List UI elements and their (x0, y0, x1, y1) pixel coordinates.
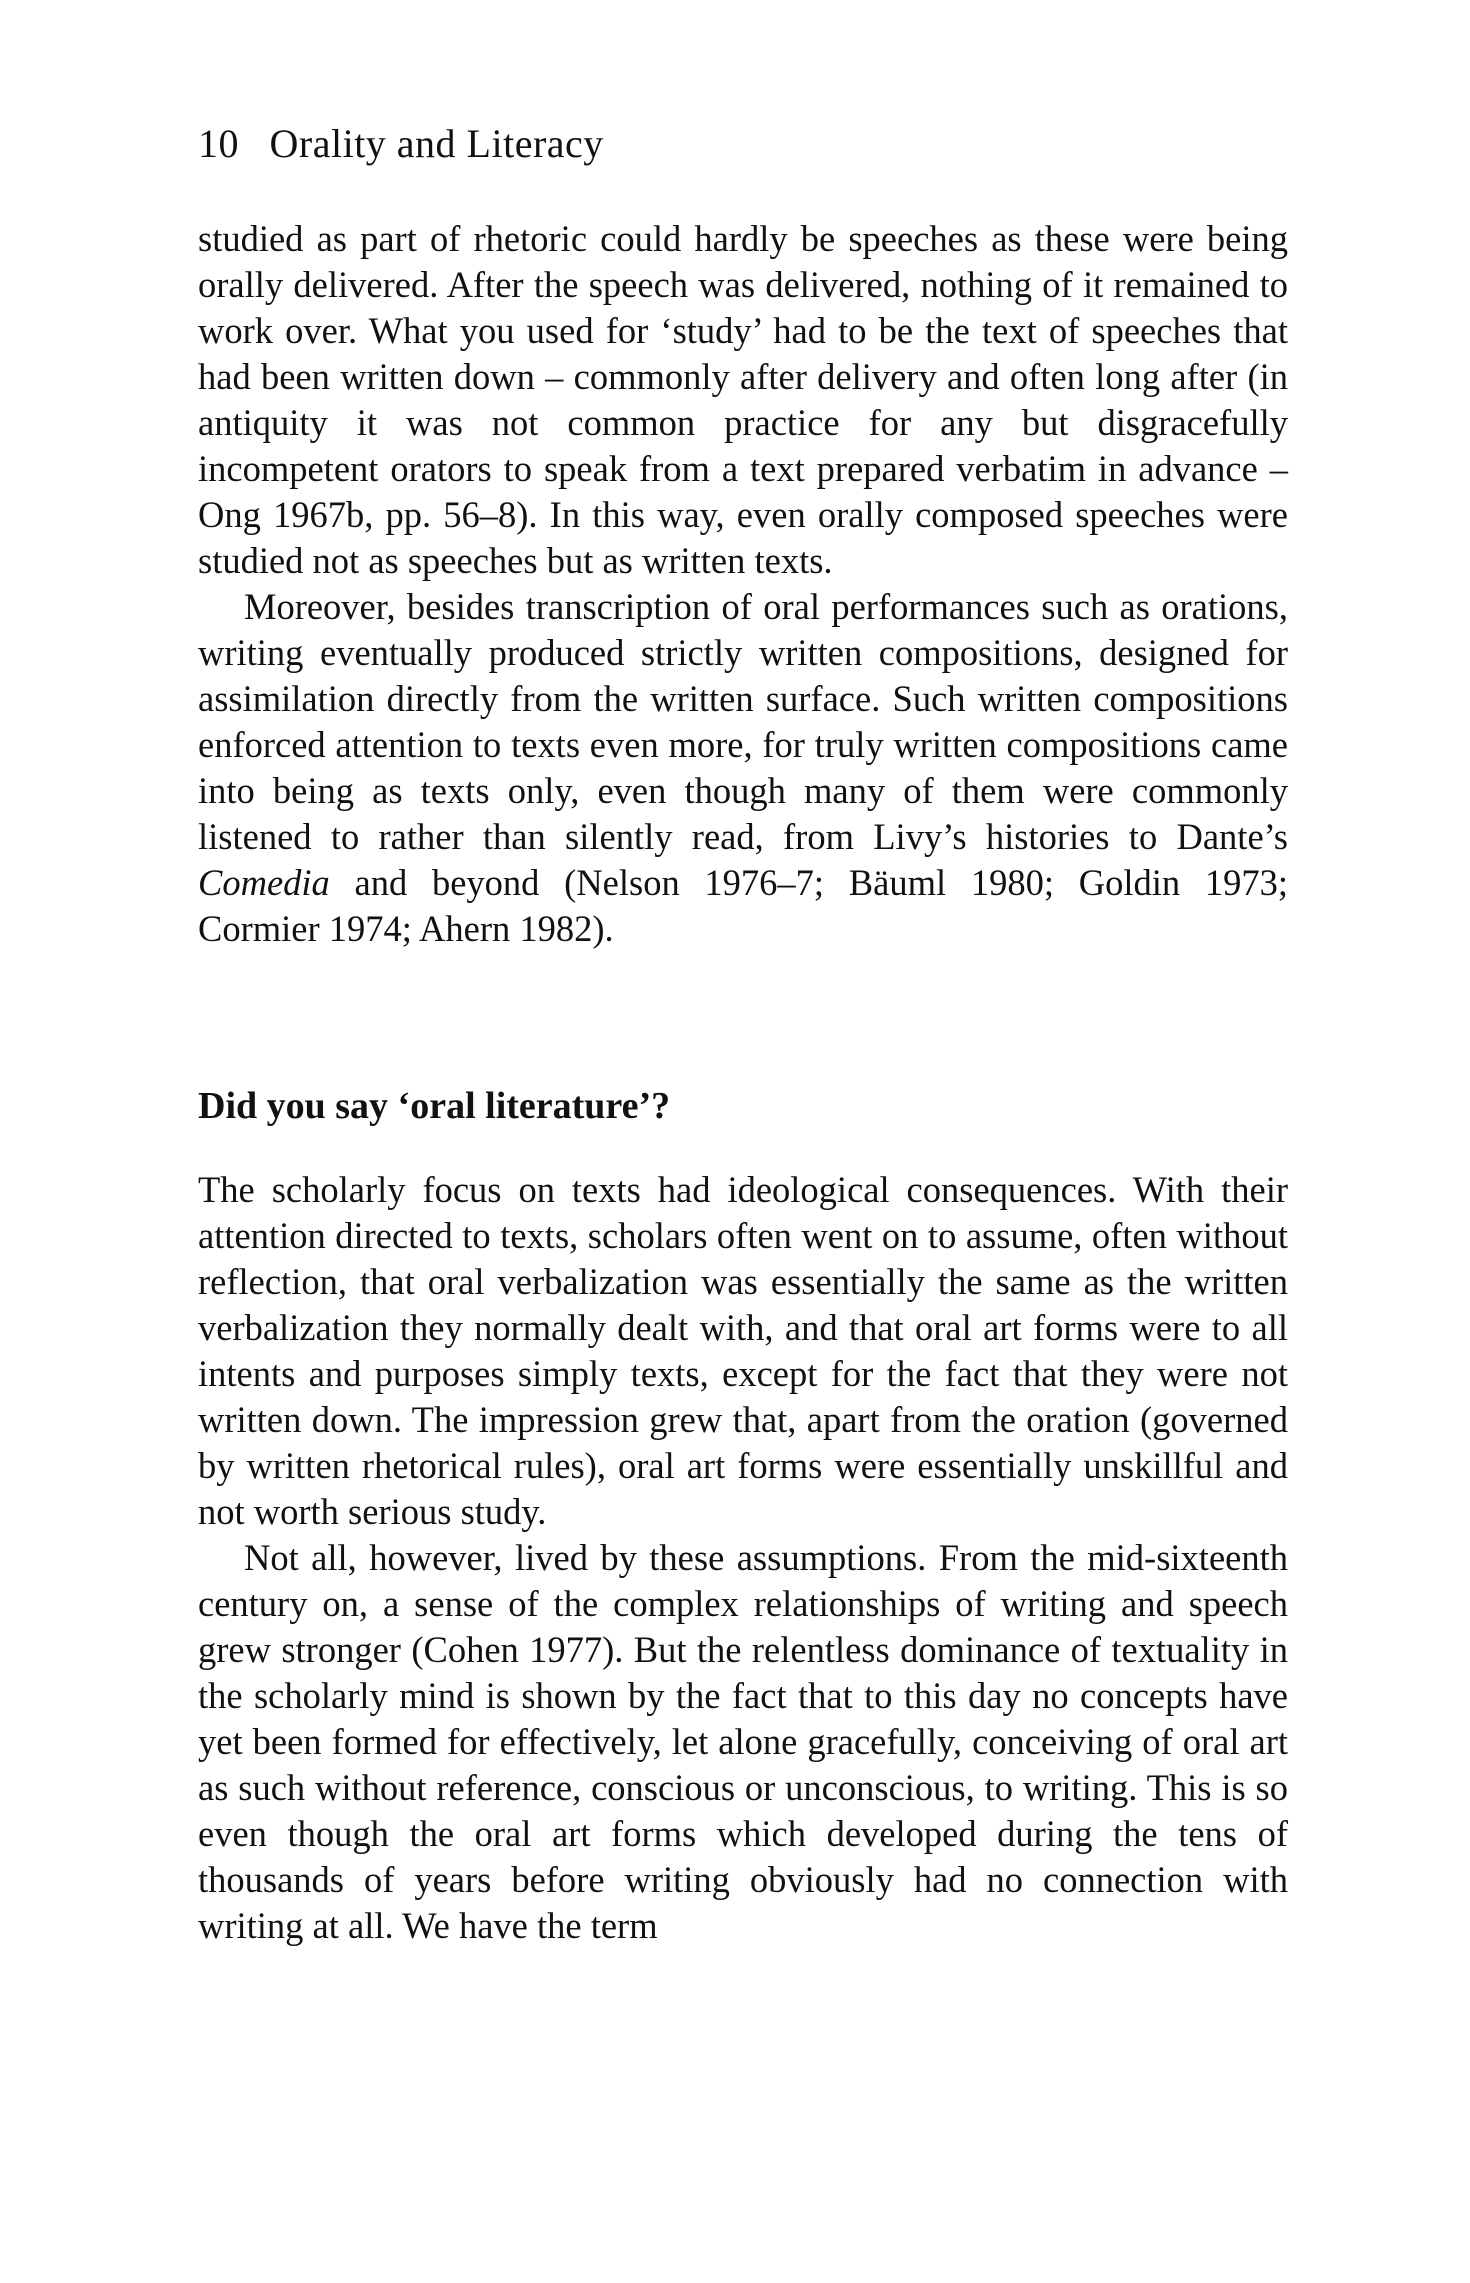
paragraph-2-text-start: Moreover, besides transcription of oral performances such as orations, writing eventually produced strictly written compositions, designed for assimilation directly from the written surface. Such written compositions enforced attention to texts even more, for truly written compositions came into being as texts only, even though many of them were commonly listened to rather than silently read, from Livy’s histories to Dante’s (198, 586, 1288, 857)
paragraph-2-text-end: and beyond (Nelson 1976–7; Bäuml 1980; Goldin 1973; Cormier 1974; Ahern 1982). (198, 862, 1288, 949)
running-head (198, 118, 604, 170)
page-number: 10 (198, 121, 239, 166)
section-paragraph-2: Not all, however, lived by these assumptions. From the mid-sixteenth century on, a sense of the complex relationships of writing and speech grew stronger (Cohen 1977). But the relentless dominance of textuality in the scholarly mind is shown by the fact that to this day no concepts have yet been formed for effectively, let alone gracefully, conceiving of oral art as such without reference, conscious or unconscious, to writing. This is so even though the oral art forms which developed during the tens of thousands of years before writing obviously had no connection with writing at all. We have the term (198, 1537, 1288, 1946)
section-text (198, 1167, 1288, 1949)
body-paragraph-2 (198, 584, 1288, 952)
book-title-comedia: Comedia (198, 862, 330, 903)
section-heading: Did you say ‘oral literature’? (198, 1085, 671, 1127)
body-paragraph-1: studied as part of rhetoric could hardly be speeches as these were being orally delivered. After the speech was delivered, nothing of it remained to work over. What you used for ‘study’ had to be the text of speeches that had been written down – commonly after delivery and often long after (in antiquity it was not common practice for any but disgracefully incompetent orators to speak from a text prepared verbatim in advance – Ong 1967b, pp. 56–8). In this way, even orally composed speeches were studied not as speeches but as written texts. (198, 218, 1288, 581)
body-text (198, 216, 1288, 952)
section-paragraph-1: The scholarly focus on texts had ideological consequences. With their attention directed to texts, scholars often went on to assume, often without reflection, that oral verbalization was essentially the same as the written verbalization they normally dealt with, and that oral art forms were to all intents and purposes simply texts, except for the fact that they were not written down. The impression grew that, apart from the oration (governed by written rhetorical rules), oral art forms were essentially unskillful and not worth serious study. (198, 1169, 1288, 1532)
running-head-title: Orality and Literacy (269, 121, 604, 166)
